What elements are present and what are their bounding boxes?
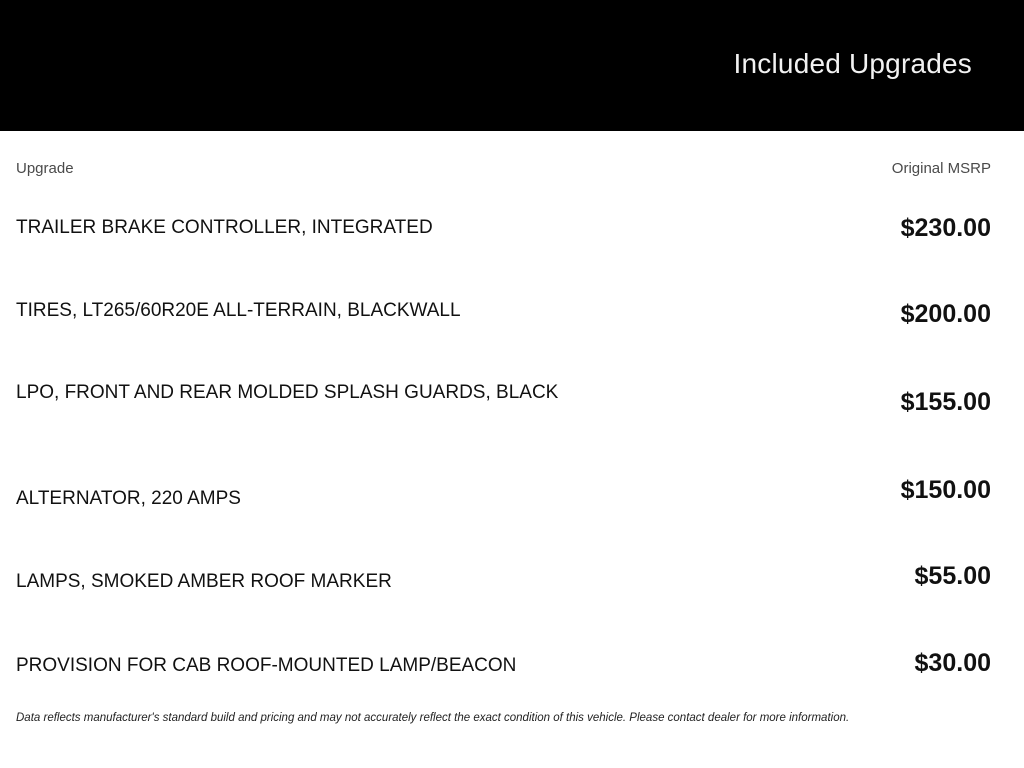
upgrade-row [0, 380, 1024, 440]
upgrade-price: $150.00 [900, 476, 991, 504]
upgrade-name: TRAILER BRAKE CONTROLLER, INTEGRATED [16, 217, 433, 238]
upgrade-row [0, 297, 1024, 357]
column-header-msrp: Original MSRP [891, 160, 991, 177]
upgrade-name: ALTERNATOR, 220 AMPS [16, 488, 241, 509]
upgrade-price: $55.00 [914, 562, 991, 590]
disclaimer-text: Data reflects manufacturer's standard build and pricing and may not accurately reflect the exact condition of this vehicle. Please contact dealer for more information. [16, 712, 850, 724]
upgrade-row [0, 212, 1024, 272]
upgrade-name: PROVISION FOR CAB ROOF-MOUNTED LAMP/BEACON [16, 655, 517, 676]
upgrade-name: LPO, FRONT AND REAR MOLDED SPLASH GUARDS, BLACK [16, 382, 559, 403]
upgrade-name: LAMPS, SMOKED AMBER ROOF MARKER [16, 571, 392, 592]
upgrade-row [0, 475, 1024, 535]
upgrade-price: $30.00 [914, 649, 991, 677]
upgrade-price: $230.00 [900, 214, 991, 242]
upgrade-price: $200.00 [900, 300, 991, 328]
upgrade-row [0, 649, 1024, 709]
page-title: Included Upgrades [733, 48, 972, 79]
column-header-upgrade: Upgrade [16, 160, 74, 177]
upgrade-row [0, 562, 1024, 622]
upgrade-price: $155.00 [900, 388, 991, 416]
upgrade-name: TIRES, LT265/60R20E ALL-TERRAIN, BLACKWALL [16, 300, 461, 321]
